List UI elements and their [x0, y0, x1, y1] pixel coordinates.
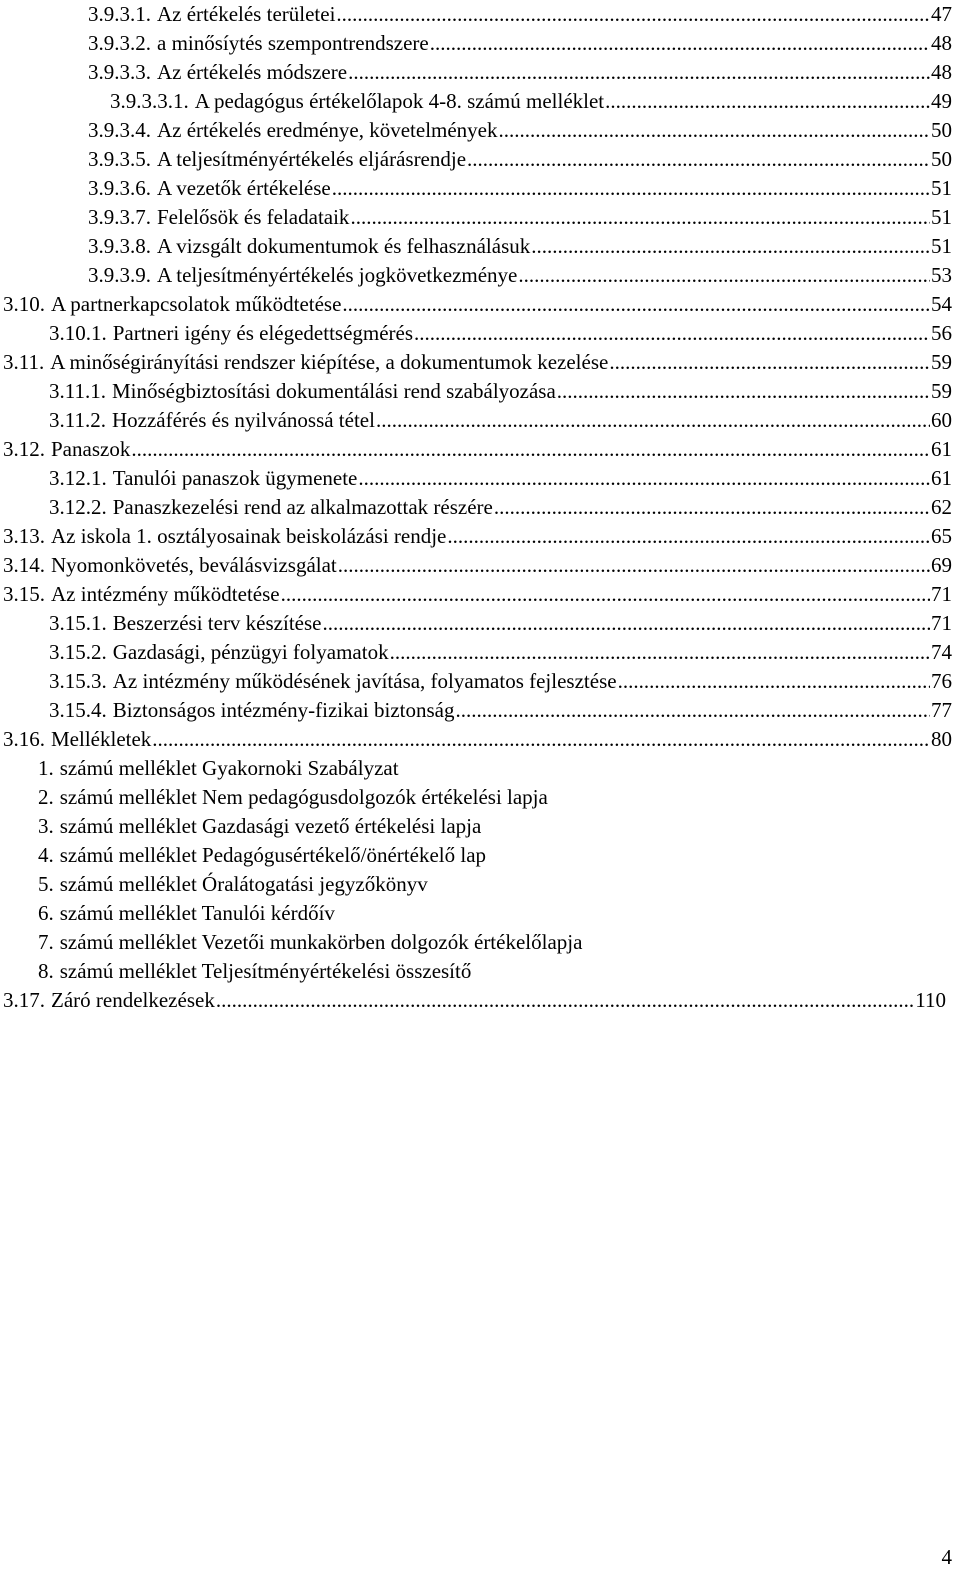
- toc-entry-page: 61: [931, 466, 952, 490]
- toc-entry-number: 3.10.1.: [49, 321, 107, 345]
- toc-entry[interactable]: [3, 348, 952, 377]
- toc-entry-title: Az intézmény működésének javítása, folyamatos fejlesztése: [112, 669, 617, 693]
- toc-entry-title: A partnerkapcsolatok működtetése: [51, 292, 342, 316]
- toc-entry-page: 60: [931, 408, 952, 432]
- toc-entry[interactable]: [49, 406, 952, 435]
- dot-leader: [414, 319, 930, 348]
- toc-entry-title: Az értékelés területei: [157, 2, 336, 26]
- toc-entry-number: 3.9.3.3.: [88, 60, 151, 84]
- annex-entry[interactable]: [38, 899, 952, 928]
- toc-entry-number: 3.10.: [3, 292, 45, 316]
- toc-entry[interactable]: [3, 290, 952, 319]
- dot-leader: [376, 406, 930, 435]
- toc-entry-page: 51: [931, 205, 952, 229]
- annex-entry[interactable]: [38, 841, 952, 870]
- dot-leader: [499, 116, 930, 145]
- toc-entry[interactable]: [88, 29, 952, 58]
- toc-entry-number: 3.15.3.: [49, 669, 107, 693]
- dot-leader: [152, 725, 930, 754]
- annex-number: 7.: [38, 930, 54, 954]
- toc-entry-page: 54: [931, 292, 952, 316]
- dot-leader: [216, 986, 914, 1015]
- toc-entry-number: 3.16.: [3, 727, 45, 751]
- annex-number: 4.: [38, 843, 54, 867]
- toc-entry-number: 3.11.1.: [49, 379, 106, 403]
- toc-entry-number: 3.15.1.: [49, 611, 107, 635]
- annex-number: 6.: [38, 901, 54, 925]
- toc-entry-page: 50: [931, 118, 952, 142]
- toc-entry-number: 3.14.: [3, 553, 45, 577]
- toc-entry-page: 76: [931, 669, 952, 693]
- annex-title: számú melléklet Pedagógusértékelő/önértékelő lap: [59, 843, 487, 867]
- toc-entry-title: a minősíytés szempontrendszere: [157, 31, 429, 55]
- dot-leader: [336, 0, 930, 29]
- toc-entry-page: 53: [931, 263, 952, 287]
- dot-leader: [467, 145, 930, 174]
- annex-title: számú melléklet Tanulói kérdőív: [59, 901, 335, 925]
- dot-leader: [322, 609, 930, 638]
- toc-entry[interactable]: [49, 493, 952, 522]
- toc-entry-number: 3.9.3.1.: [88, 2, 151, 26]
- toc-entry[interactable]: [3, 551, 952, 580]
- toc-entry-page: 48: [931, 60, 952, 84]
- dot-leader: [609, 348, 930, 377]
- dot-leader: [131, 435, 930, 464]
- annex-number: 3.: [38, 814, 54, 838]
- toc-entry-title: Nyomonkövetés, beválásvizsgálat: [51, 553, 337, 577]
- dot-leader: [348, 58, 930, 87]
- toc-entry-page: 51: [931, 234, 952, 258]
- toc-entry[interactable]: [88, 58, 952, 87]
- toc-entry[interactable]: [3, 725, 952, 754]
- toc-entry-number: 3.9.3.8.: [88, 234, 151, 258]
- dot-leader: [618, 667, 930, 696]
- toc-entry-number: 3.11.: [3, 350, 45, 374]
- annex-entry[interactable]: [38, 870, 952, 899]
- toc-entry-page: 49: [931, 89, 952, 113]
- toc-entry-page: 56: [931, 321, 952, 345]
- dot-leader: [518, 261, 930, 290]
- annex-number: 5.: [38, 872, 54, 896]
- toc-entry-title: Az értékelés eredménye, követelmények: [157, 118, 498, 142]
- toc-entry-page: 61: [931, 437, 952, 461]
- toc-entry-page: 47: [931, 2, 952, 26]
- toc-entry-number: 3.12.2.: [49, 495, 107, 519]
- toc-entry-page: 110: [915, 988, 946, 1012]
- toc-entry-title: Az iskola 1. osztályosainak beiskolázási rendje: [51, 524, 447, 548]
- toc-entry-number: 3.9.3.4.: [88, 118, 151, 142]
- annex-number: 1.: [38, 756, 54, 780]
- toc-entry-title: A pedagógus értékelőlapok 4-8. számú melléklet: [194, 89, 605, 113]
- toc-entry[interactable]: [88, 116, 952, 145]
- toc-entry-title: Hozzáférés és nyilvánossá tétel: [111, 408, 375, 432]
- toc-entry[interactable]: [88, 261, 952, 290]
- dot-leader: [430, 29, 930, 58]
- toc-entry-title: Beszerzési terv készítése: [112, 611, 322, 635]
- toc-entry-title: Biztonságos intézmény-fizikai biztonság: [112, 698, 455, 722]
- toc-entry[interactable]: [49, 319, 952, 348]
- toc-entry[interactable]: [49, 464, 952, 493]
- dot-leader: [494, 493, 930, 522]
- toc-entry-number: 3.9.3.5.: [88, 147, 151, 171]
- dot-leader: [332, 174, 930, 203]
- annex-entry[interactable]: [38, 928, 952, 957]
- dot-leader: [605, 87, 930, 116]
- toc-entry[interactable]: [3, 986, 946, 1015]
- toc-entry-number: 3.11.2.: [49, 408, 106, 432]
- toc-entry-number: 3.15.4.: [49, 698, 107, 722]
- toc-entry[interactable]: [110, 87, 952, 116]
- toc-entry[interactable]: [88, 174, 952, 203]
- toc-entry-page: 71: [931, 582, 952, 606]
- toc-entry[interactable]: [49, 377, 952, 406]
- toc-entry[interactable]: [49, 638, 952, 667]
- toc-entry-title: A minőségirányítási rendszer kiépítése, a dokumentumok kezelése: [50, 350, 609, 374]
- toc-entry-number: 3.9.3.2.: [88, 31, 151, 55]
- toc-entry-title: A vezetők értékelése: [157, 176, 331, 200]
- toc-entry-number: 3.13.: [3, 524, 45, 548]
- toc-entry-number: 3.15.: [3, 582, 45, 606]
- toc-entry[interactable]: [3, 522, 952, 551]
- toc-entry-number: 3.17.: [3, 988, 45, 1012]
- toc-entry[interactable]: [49, 696, 952, 725]
- toc-entry[interactable]: [49, 667, 952, 696]
- toc-entry-title: A teljesítményértékelés eljárásrendje: [157, 147, 467, 171]
- annex-entry[interactable]: [38, 812, 952, 841]
- annex-title: számú melléklet Teljesítményértékelési összesítő: [59, 959, 472, 983]
- toc-entry-number: 3.9.3.6.: [88, 176, 151, 200]
- annex-number: 2.: [38, 785, 54, 809]
- toc-entry-title: Gazdasági, pénzügyi folyamatok: [112, 640, 389, 664]
- toc-entry[interactable]: [3, 580, 952, 609]
- toc-entry-page: 59: [931, 350, 952, 374]
- toc-entry-page: 48: [931, 31, 952, 55]
- toc-entry[interactable]: [88, 0, 952, 29]
- page-number: 4: [941, 1545, 952, 1569]
- dot-leader: [338, 551, 930, 580]
- annex-entry[interactable]: [38, 957, 952, 986]
- toc-entry-number: 3.15.2.: [49, 640, 107, 664]
- dot-leader: [531, 232, 930, 261]
- toc-entry[interactable]: [49, 609, 952, 638]
- toc-entry-page: 50: [931, 147, 952, 171]
- toc-entry-title: Záró rendelkezések: [51, 988, 215, 1012]
- toc-entry[interactable]: [3, 435, 952, 464]
- toc-entry-page: 59: [931, 379, 952, 403]
- toc-entry-page: 80: [931, 727, 952, 751]
- toc-entry-title: Panaszok: [51, 437, 131, 461]
- toc-entry-title: Partneri igény és elégedettségmérés: [112, 321, 414, 345]
- dot-leader: [281, 580, 930, 609]
- toc-entry-page: 77: [931, 698, 952, 722]
- annex-title: számú melléklet Gazdasági vezető értékelési lapja: [59, 814, 482, 838]
- toc-entry-title: Panaszkezelési rend az alkalmazottak részére: [112, 495, 493, 519]
- toc-entry-title: Az intézmény működtetése: [51, 582, 280, 606]
- toc-entry-page: 65: [931, 524, 952, 548]
- toc-entry-title: Tanulói panaszok ügymenete: [112, 466, 358, 490]
- dot-leader: [557, 377, 930, 406]
- toc-entry-number: 3.9.3.7.: [88, 205, 151, 229]
- toc-entry[interactable]: [88, 203, 952, 232]
- dot-leader: [350, 203, 930, 232]
- toc-entry-title: Minőségbiztosítási dokumentálási rend szabályozása: [111, 379, 556, 403]
- dot-leader: [342, 290, 930, 319]
- toc-entry-number: 3.12.: [3, 437, 45, 461]
- dot-leader: [358, 464, 930, 493]
- toc-entry-title: Mellékletek: [51, 727, 152, 751]
- toc-entry-page: 71: [931, 611, 952, 635]
- toc-entry-title: Az értékelés módszere: [157, 60, 348, 84]
- annex-title: számú melléklet Nem pedagógusdolgozók értékelési lapja: [59, 785, 548, 809]
- toc-entry-number: 3.12.1.: [49, 466, 107, 490]
- toc-entry-page: 51: [931, 176, 952, 200]
- annex-title: számú melléklet Óralátogatási jegyzőkönyv: [59, 872, 428, 896]
- toc-entry-page: 62: [931, 495, 952, 519]
- annex-title: számú melléklet Gyakornoki Szabályzat: [59, 756, 399, 780]
- dot-leader: [447, 522, 930, 551]
- toc-entry-number: 3.9.3.3.1.: [110, 89, 189, 113]
- toc-entry-title: Felelősök és feladataik: [157, 205, 350, 229]
- annex-title: számú melléklet Vezetői munkakörben dolgozók értékelőlapja: [59, 930, 583, 954]
- dot-leader: [456, 696, 931, 725]
- toc-entry-title: A vizsgált dokumentumok és felhasználásuk: [157, 234, 531, 258]
- annex-entry[interactable]: [38, 783, 952, 812]
- toc-entry[interactable]: [88, 145, 952, 174]
- toc-entry-page: 74: [931, 640, 952, 664]
- toc-entry-page: 69: [931, 553, 952, 577]
- dot-leader: [390, 638, 930, 667]
- annex-number: 8.: [38, 959, 54, 983]
- toc-entry[interactable]: [88, 232, 952, 261]
- annex-entry[interactable]: [38, 754, 952, 783]
- toc-entry-title: A teljesítményértékelés jogkövetkezménye: [157, 263, 518, 287]
- toc-entry-number: 3.9.3.9.: [88, 263, 151, 287]
